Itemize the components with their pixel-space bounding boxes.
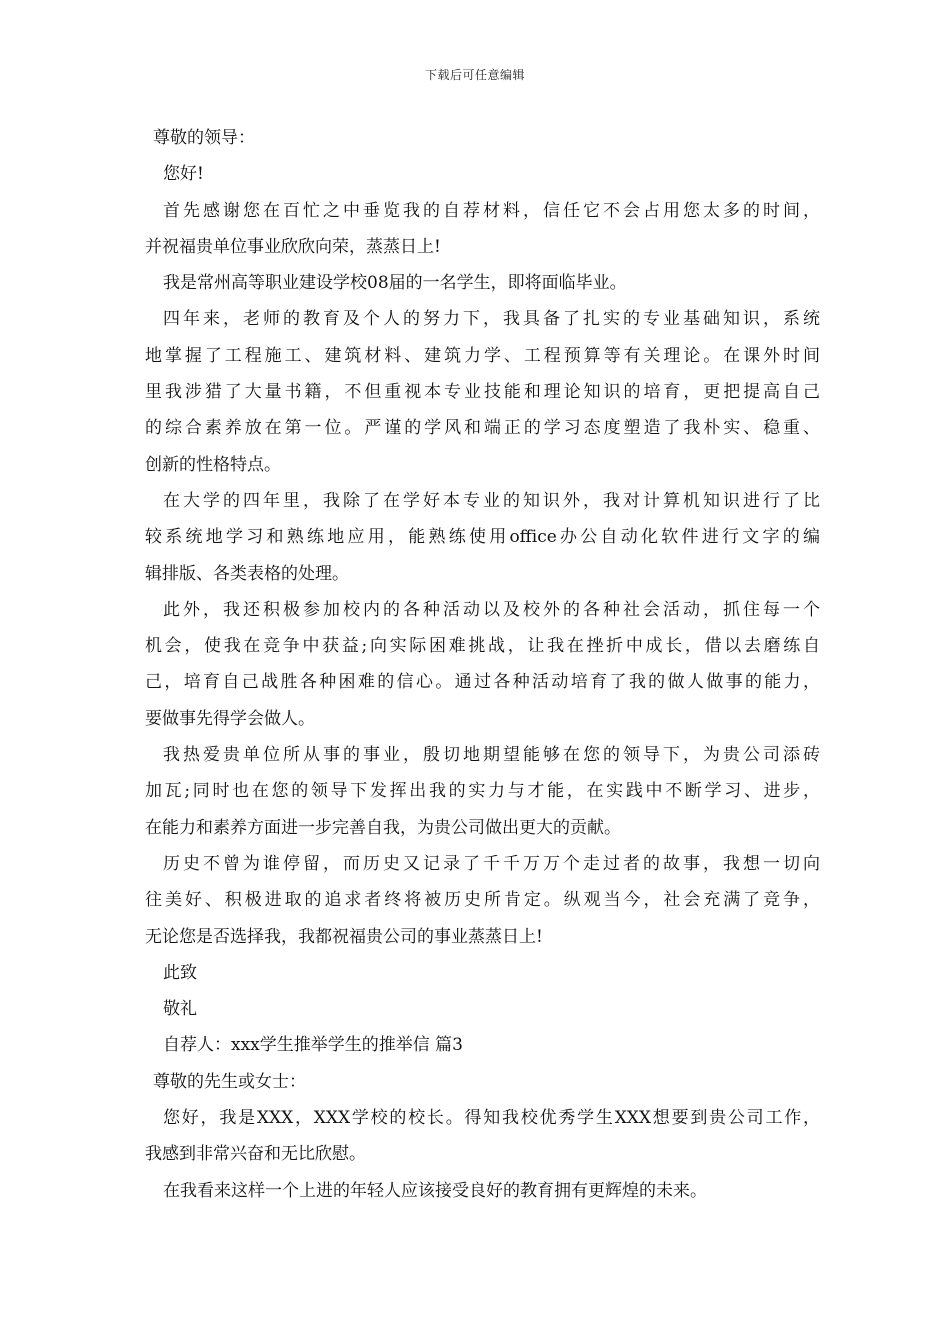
text-line: 我感到非常兴奋和无比欣慰。 [145,1144,366,1165]
text-line: 地掌握了工程施工、建筑材料、建筑力学、工程预算等有关理论。在课外时间 [145,345,820,366]
text-line: 无论您是否选择我，我都祝福贵公司的事业蒸蒸日上! [145,926,543,947]
text-line: 我热爱贵单位所从事的事业，殷切地期望能够在您的领导下，为贵公司添砖 [163,745,820,766]
text-line: 此外，我还积极参加校内的各种活动以及校外的各种社会活动，抓住每一个 [163,599,820,620]
letter-body [145,120,820,1209]
text-line: 敬礼 [163,999,197,1020]
text-line: 在能力和素养方面进一步完善自我，为贵公司做出更大的贡献。 [145,817,621,838]
text-line: 创新的性格特点。 [145,454,281,475]
text-line: 我是常州高等职业建设学校08届的一名学生，即将面临毕业。 [163,273,627,294]
text-line: 加瓦;同时也在您的领导下发挥出我的实力与才能，在实践中不断学习、进步， [145,781,820,802]
text-line: 在大学的四年里，我除了在学好本专业的知识外，我对计算机知识进行了比 [163,490,820,511]
text-line: 此致 [163,962,197,983]
text-line: 机会，使我在竞争中获益;向实际困难挑战，让我在挫折中成长，借以去磨练自 [145,636,820,657]
text-line: 历史不曾为谁停留，而历史又记录了千千万万个走过者的故事，我想一切向 [163,853,820,874]
text-line: 您好! [163,164,204,185]
text-line: 的综合素养放在第一位。严谨的学风和端正的学习态度塑造了我朴实、稳重、 [145,418,820,439]
text-line: 己，培育自己战胜各种困难的信心。通过各种活动培育了我的做人做事的能力， [145,672,820,693]
text-line: 尊敬的先生或女士： [153,1071,306,1092]
text-line: 首先感谢您在百忙之中垂览我的自荐材料，信任它不会占用您太多的时间， [163,200,820,221]
text-line: 里我涉猎了大量书籍，不但重视本专业技能和理论知识的培育，更把提高自己 [145,382,820,403]
text-line: 自荐人：xxx学生推举学生的推举信 篇3 [163,1035,463,1056]
text-line: 您好，我是XXX，XXX学校的校长。得知我校优秀学生XXX想要到贵公司工作， [163,1108,820,1129]
text-line: 较系统地学习和熟练地应用，能熟练使用office办公自动化软件进行文字的编 [145,527,820,548]
text-line: 四年来，老师的教育及个人的努力下，我具备了扎实的专业基础知识，系统 [163,309,820,330]
text-line: 往美好、积极进取的追求者终将被历史所肯定。纵观当今，社会充满了竞争， [145,890,820,911]
page-header: 下载后可任意编辑 [424,68,525,82]
text-line: 尊敬的领导： [153,128,255,148]
text-line: 要做事先得学会做人。 [145,708,315,729]
text-line: 并祝福贵单位事业欣欣向荣，蒸蒸日上! [145,236,441,257]
text-line: 在我看来这样一个上进的年轻人应该接受良好的教育拥有更辉煌的未来。 [163,1180,707,1201]
text-line: 辑排版、各类表格的处理。 [145,563,349,584]
